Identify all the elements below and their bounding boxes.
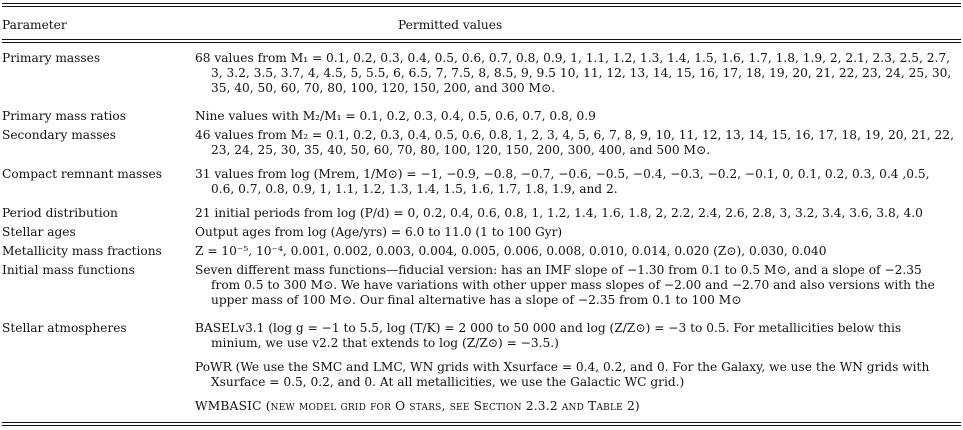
value-line: 21 initial periods from log (P/d) = 0, 0.2, 0.4, 0.6, 0.8, 1, 1.2, 1.4, 1.6, 1.8, 2, 2.2, 2.4, 2.6, 2.8, 3, 3.2, 3.4, 3.6, 3.8, 4.0 [195,206,923,220]
row-values [195,360,960,390]
row-values [195,244,960,259]
row-parameter: Primary mass ratios [2,109,127,123]
row-values [195,109,960,124]
table-header [0,18,963,34]
value-line: 23, 24, 25, 30, 35, 40, 50, 60, 70, 80, 100, 120, 150, 200, 300, 400, and 500 M⊙. [211,143,711,158]
row-values [195,167,960,197]
row-parameter: Period distribution [2,206,118,220]
row-values [195,51,960,97]
row-values [195,225,960,240]
value-line: 68 values from M₁ = 0.1, 0.2, 0.3, 0.4, 0.5, 0.6, 0.7, 0.8, 0.9, 1, 1.1, 1.2, 1.3, 1.4, 1.5, 1.6, 1.7, 1.8, 1.9, 2, 2.1, 2.3, 2.5, 2.7, [195,51,951,65]
value-line: from 0.5 to 300 M⊙. We have variations with other upper mass slopes of −2.00 and −2.70 and also versions with the [211,278,935,293]
row-parameter: Secondary masses [2,128,117,142]
row-parameter: Stellar ages [2,225,76,239]
header-rule [2,39,961,40]
header-permitted-values: Permitted values [398,18,503,32]
value-line: Output ages from log (Age/yrs) = 6.0 to 11.0 (1 to 100 Gyr) [195,225,563,239]
row-values [195,321,960,351]
row-parameter: Stellar atmospheres [2,321,127,335]
row-parameter: Initial mass functions [2,263,135,277]
value-line: Z = 10⁻⁵, 10⁻⁴, 0.001, 0.002, 0.003, 0.004, 0.005, 0.006, 0.008, 0.010, 0.014, 0.020 (Z⊙), 0.030, 0.040 [195,244,827,258]
top-rule [2,3,961,4]
value-line: BASELv3.1 (log g = −1 to 5.5, log (T/K) = 2 000 to 50 000 and log (Z/Z⊙) = −3 to 0.5. For metallicities below this [195,321,902,335]
value-line: Xsurface = 0.5, 0.2, and 0. At all metallicities, we use the Galactic WC grid.) [211,375,685,390]
value-line: Seven different mass functions—fiducial version: has an IMF slope of −1.30 from 0.1 to 0.5 M⊙, and a slope of −2.35 [195,263,922,277]
value-line: PoWR (We use the SMC and LMC, WN grids with Xsurface = 0.4, 0.2, and 0. For the Galaxy, we use the WN grids with [195,360,930,374]
row-values [195,399,960,414]
value-line: 3, 3.2, 3.5, 3.7, 4, 4.5, 5, 5.5, 6, 6.5, 7, 7.5, 8, 8.5, 9, 9.5 10, 11, 12, 13, 14, 15, 16, 17, 18, 19, 20, 21, 22, 23, 24, 25, 30, [211,66,952,81]
value-line: 35, 40, 50, 60, 70, 80, 100, 120, 150, 200, and 300 M⊙. [211,81,556,96]
value-line: upper mass of 100 M⊙. Our final alternative has a slope of −2.35 from 0.1 to 100 M⊙ [211,293,742,308]
header-rule-2 [2,42,961,43]
header-parameter: Parameter [2,18,67,32]
bottom-rule-2 [2,425,961,426]
value-line: Nine values with M₂/M₁ = 0.1, 0.2, 0.3, 0.4, 0.5, 0.6, 0.7, 0.8, 0.9 [195,109,596,123]
value-line: 0.6, 0.7, 0.8, 0.9, 1, 1.1, 1.2, 1.3, 1.4, 1.5, 1.6, 1.7, 1.8, 1.9, and 2. [211,182,618,197]
value-line: 46 values from M₂ = 0.1, 0.2, 0.3, 0.4, 0.5, 0.6, 0.8, 1, 2, 3, 4, 5, 6, 7, 8, 9, 10, 11, 12, 13, 14, 15, 16, 17, 18, 19, 20, 21, 22, [195,128,954,142]
row-values [195,128,960,158]
row-parameter: Compact remnant masses [2,167,163,181]
row-values [195,206,960,221]
value-line: minium, we use v2.2 that extends to log (Z/Z⊙) = −3.5.) [211,336,559,351]
value-line: WMBASIC (new model grid for O stars, see Section 2.3.2 and Table 2) [195,399,640,413]
value-line: 31 values from log (Mrem, 1/M⊙) = −1, −0.9, −0.8, −0.7, −0.6, −0.5, −0.4, −0.3, −0.2, −0.1, 0, 0.1, 0.2, 0.3, 0.4 ,0.5, [195,167,930,181]
row-parameter: Metallicity mass fractions [2,244,162,258]
top-rule-2 [2,6,961,7]
row-parameter: Primary masses [2,51,101,65]
row-values [195,263,960,309]
bottom-rule [2,422,961,423]
